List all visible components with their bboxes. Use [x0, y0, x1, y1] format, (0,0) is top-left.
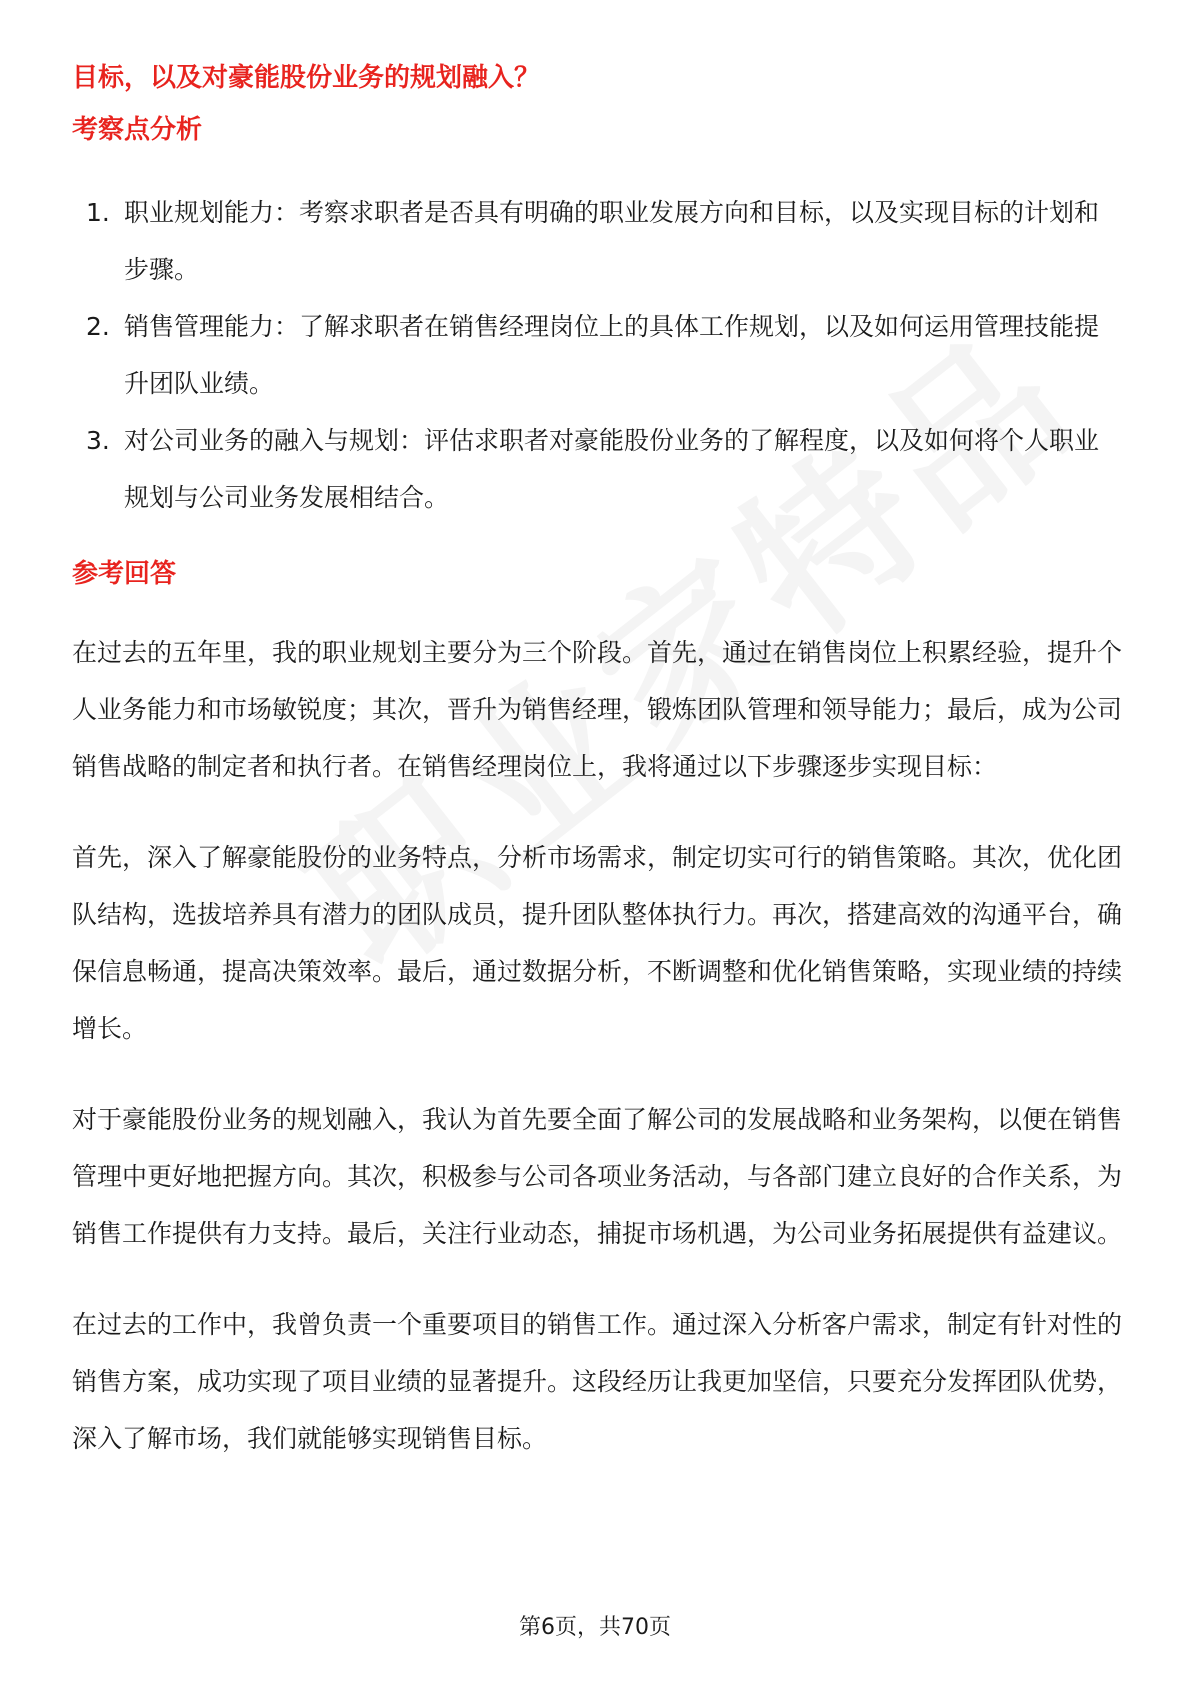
point-number: 2. [86, 312, 110, 341]
point-number: 1. [86, 198, 110, 227]
page-number: 第6页，共70页 [519, 1615, 671, 1640]
point-text: 对公司业务的融入与规划：评估求职者对豪能股份业务的了解程度，以及如何将个人职业规划与公司业务发展相结合。 [124, 426, 1100, 512]
analysis-heading: 考察点分析 [72, 115, 203, 145]
analysis-point [72, 298, 1122, 412]
answer-paragraph: 首先，深入了解豪能股份的业务特点，分析市场需求，制定切实可行的销售策略。其次，优化团队结构，选拔培养具有潜力的团队成员，提升团队整体执行力。再次，搭建高效的沟通平台，确保信息畅通，提高决策效率。最后，通过数据分析，不断调整和优化销售策略，实现业绩的持续增长。 [72, 843, 1123, 1043]
answer-paragraph: 对于豪能股份业务的规划融入，我认为首先要全面了解公司的发展战略和业务架构，以便在销售管理中更好地把握方向。其次，积极参与公司各项业务活动，与各部门建立良好的合作关系，为销售工作提供有力支持。最后，关注行业动态，捕捉市场机遇，为公司业务拓展提供有益建议。 [72, 1105, 1123, 1248]
point-text: 销售管理能力：了解求职者在销售经理岗位上的具体工作规划，以及如何运用管理技能提升团队业绩。 [124, 312, 1100, 398]
answer-heading: 参考回答 [72, 559, 177, 589]
page-content [72, 56, 1122, 1467]
question-title-continued: 目标，以及对豪能股份业务的规划融入？ [72, 63, 541, 93]
point-text: 职业规划能力：考察求职者是否具有明确的职业发展方向和目标，以及实现目标的计划和步骤。 [124, 198, 1100, 284]
analysis-point [72, 412, 1122, 526]
analysis-point [72, 184, 1122, 298]
answer-paragraph: 在过去的工作中，我曾负责一个重要项目的销售工作。通过深入分析客户需求，制定有针对性的销售方案，成功实现了项目业绩的显著提升。这段经历让我更加坚信，只要充分发挥团队优势，深入了解市场，我们就能够实现销售目标。 [72, 1310, 1123, 1453]
analysis-points-list [72, 184, 1122, 526]
answer-paragraph: 在过去的五年里，我的职业规划主要分为三个阶段。首先，通过在销售岗位上积累经验，提升个人业务能力和市场敏锐度；其次，晋升为销售经理，锻炼团队管理和领导能力；最后，成为公司销售战略的制定者和执行者。在销售经理岗位上，我将通过以下步骤逐步实现目标： [72, 638, 1123, 781]
point-number: 3. [86, 426, 110, 455]
